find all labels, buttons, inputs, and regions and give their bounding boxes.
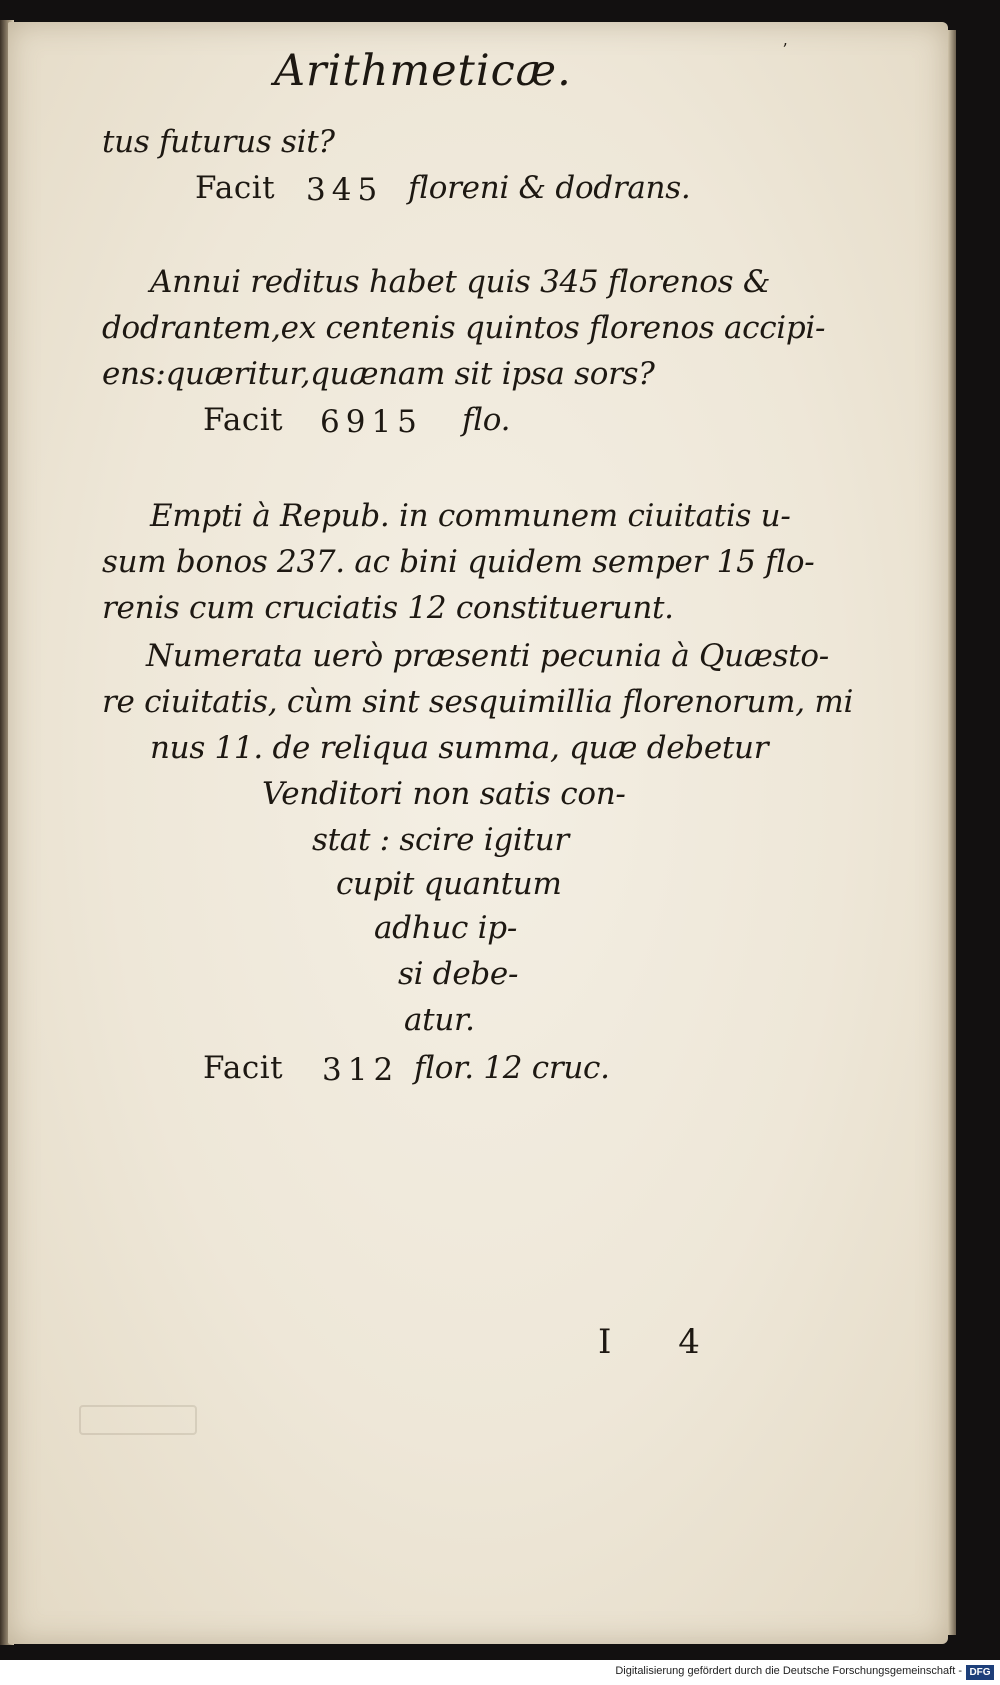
page-right-edge [948, 30, 956, 1635]
text-line: re ciuitatis, cùm sint sesquimillia florenorum, mi [102, 684, 854, 720]
text-line: atur. [404, 1002, 475, 1038]
text-line: stat : scire igitur [312, 822, 569, 858]
stamp-shape [78, 1400, 198, 1440]
running-head: Arithmeticæ. [274, 46, 572, 96]
text-line: si debe- [398, 956, 519, 992]
text-line: renis cum cruciatis 12 constituerunt. [102, 590, 674, 626]
facit-label: Facit [195, 170, 276, 206]
text-line: Empti à Repub. in communem ciuitatis u- [150, 498, 791, 534]
text-line: adhuc ip- [374, 910, 518, 946]
facit-unit: flor. 12 cruc. [414, 1050, 610, 1086]
text-line: cupit quantum [336, 866, 562, 902]
funding-credit: Digitalisierung gefördert durch die Deutsche Forschungsgemeinschaft - [615, 1665, 962, 1677]
facit-label: Facit [203, 1050, 284, 1086]
facit-unit: flo. [462, 402, 511, 438]
text-line: tus futurus sit? [102, 124, 335, 160]
facit-number: 312 [322, 1052, 400, 1088]
facit-number: 6915 [320, 404, 423, 440]
footer-bar [0, 1662, 1000, 1685]
text-line: dodrantem,ex centenis quintos florenos accipi- [102, 310, 826, 346]
text-line: sum bonos 237. ac bini quidem semper 15 flo- [102, 544, 815, 580]
dfg-logo: DFG [966, 1665, 994, 1680]
bleed-through-stamp [78, 1400, 198, 1449]
text-line: Venditori non satis con- [262, 776, 626, 812]
text-line: Annui reditus habet quis 345 florenos & [150, 264, 771, 300]
text-line: nus 11. de reliqua summa, quæ debetur [150, 730, 769, 766]
corner-mark: ʼ [782, 40, 787, 59]
facit-number: 345 [306, 172, 384, 208]
text-line: ens:quæritur,quænam sit ipsa sors? [102, 356, 655, 392]
facit-label: Facit [203, 402, 284, 438]
signature-mark: I 4 [598, 1322, 728, 1362]
facit-unit: floreni & dodrans. [408, 170, 691, 206]
text-line: Numerata uerò præsenti pecunia à Quæsto- [146, 638, 829, 674]
